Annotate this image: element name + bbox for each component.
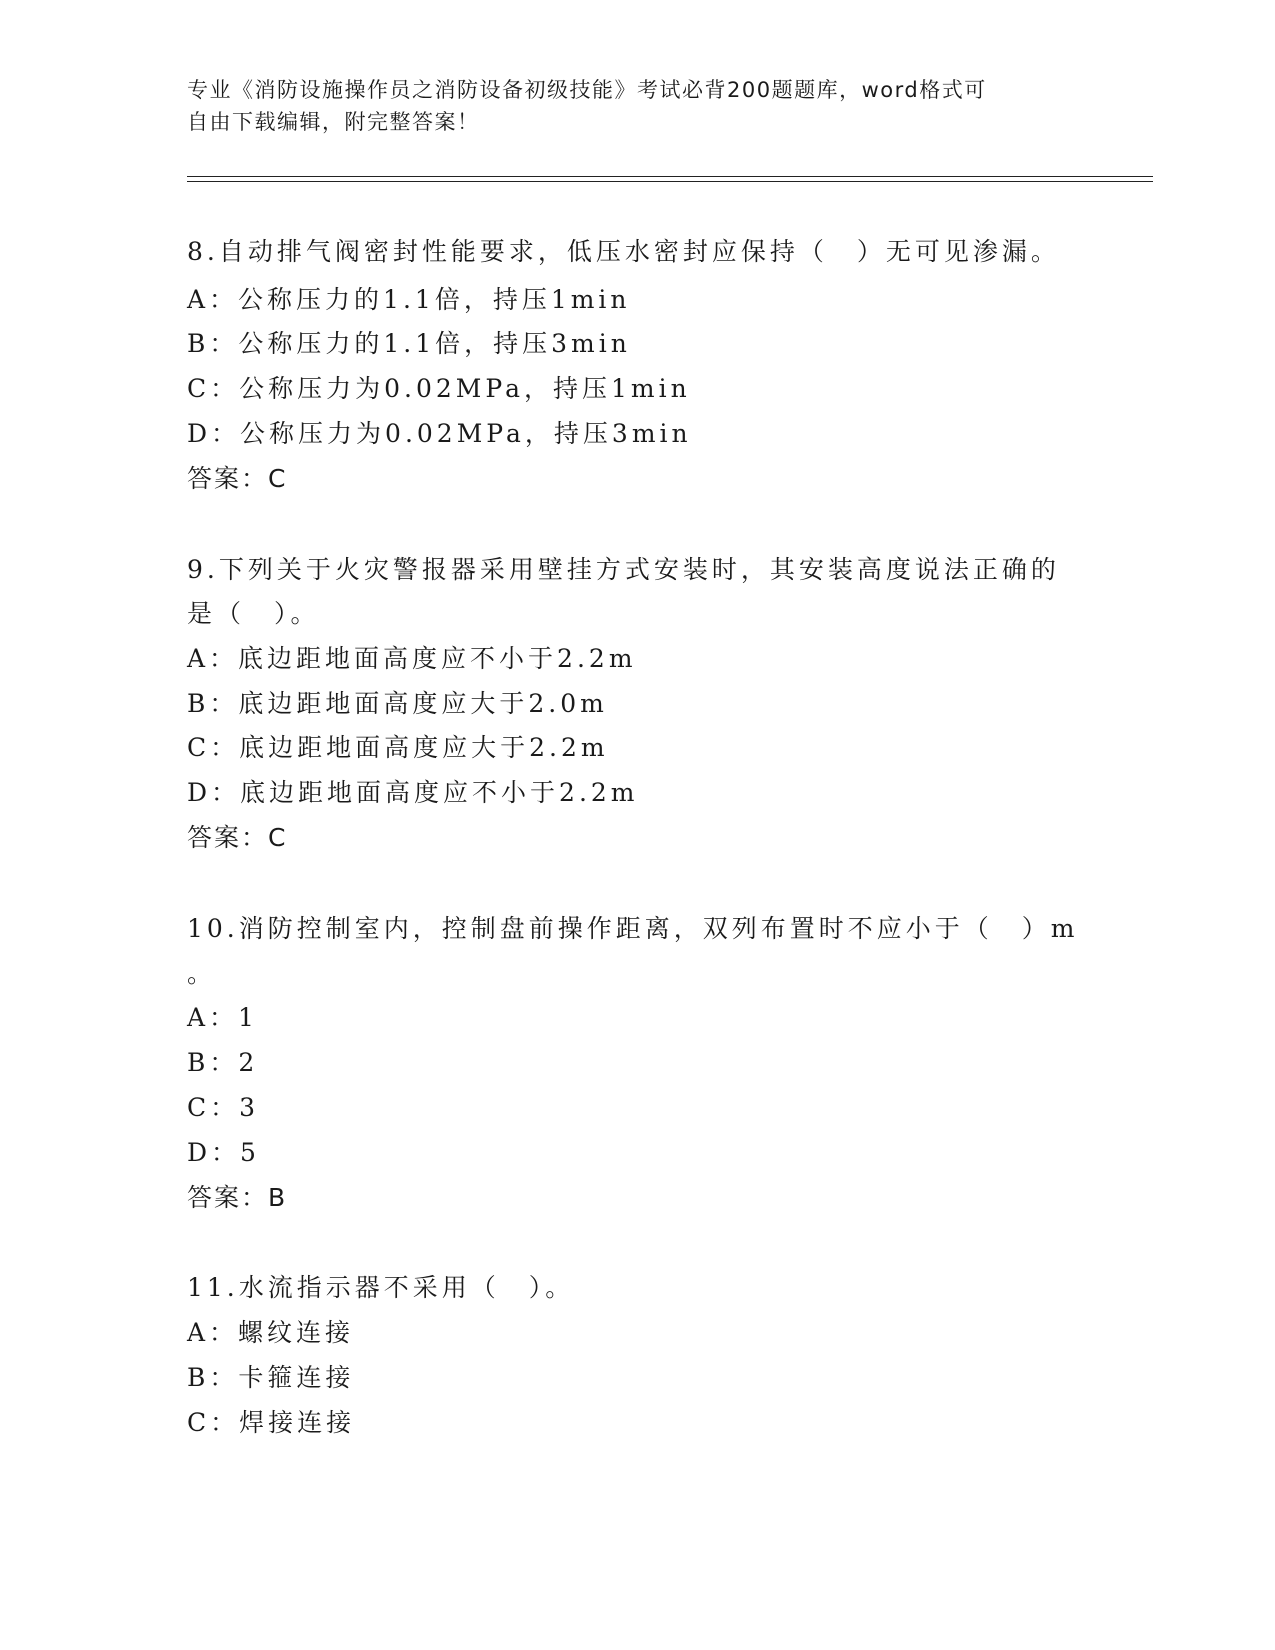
question-11-option-c: C：焊接连接 <box>187 1408 356 1437</box>
question-10-option-c: C：3 <box>187 1093 260 1122</box>
question-11-option-a: A：螺纹连接 <box>187 1318 355 1347</box>
document-header <box>187 74 1067 138</box>
question-10-answer: 答案：B <box>187 1183 288 1212</box>
header-divider-top <box>187 176 1153 177</box>
question-9-answer: 答案：C <box>187 823 288 852</box>
question-10-option-b: B：2 <box>187 1048 259 1077</box>
question-10-stem-line-1: 10.消防控制室内，控制盘前操作距离，双列布置时不应小于（ ）m <box>187 914 1079 943</box>
question-8-option-c: C：公称压力为0.02MPa，持压1min <box>187 374 691 403</box>
question-9-option-a: A：底边距地面高度应不小于2.2m <box>187 644 637 673</box>
question-10-stem-line-2: 。 <box>187 959 217 988</box>
question-8-option-d: D：公称压力为0.02MPa，持压3min <box>187 419 692 448</box>
question-8-option-a: A：公称压力的1.1倍，持压1min <box>187 285 631 314</box>
header-divider-bottom <box>187 181 1153 182</box>
question-9-stem-line-1: 9.下列关于火灾警报器采用壁挂方式安装时，其安装高度说法正确的 <box>187 555 1060 584</box>
question-9-option-d: D：底边距地面高度应不小于2.2m <box>187 778 639 807</box>
question-8-option-b: B：公称压力的1.1倍，持压3min <box>187 329 631 358</box>
question-10-option-a: A：1 <box>187 1003 258 1032</box>
question-9-stem-line-2: 是（ ）。 <box>187 599 320 628</box>
header-line-1: 专业《消防设施操作员之消防设备初级技能》考试必背200题题库，word格式可 <box>187 78 987 102</box>
question-10-option-d: D：5 <box>187 1138 260 1167</box>
header-line-2: 自由下载编辑，附完整答案！ <box>187 110 480 134</box>
question-8-answer: 答案：C <box>187 464 288 493</box>
question-9-option-c: C：底边距地面高度应大于2.2m <box>187 733 609 762</box>
question-8-stem-line-1: 8.自动排气阀密封性能要求，低压水密封应保持（ ）无可见渗漏。 <box>187 237 1060 266</box>
question-9-option-b: B：底边距地面高度应大于2.0m <box>187 689 608 718</box>
question-11-stem-line-1: 11.水流指示器不采用（ ）。 <box>187 1273 575 1302</box>
question-11-option-b: B：卡箍连接 <box>187 1363 355 1392</box>
